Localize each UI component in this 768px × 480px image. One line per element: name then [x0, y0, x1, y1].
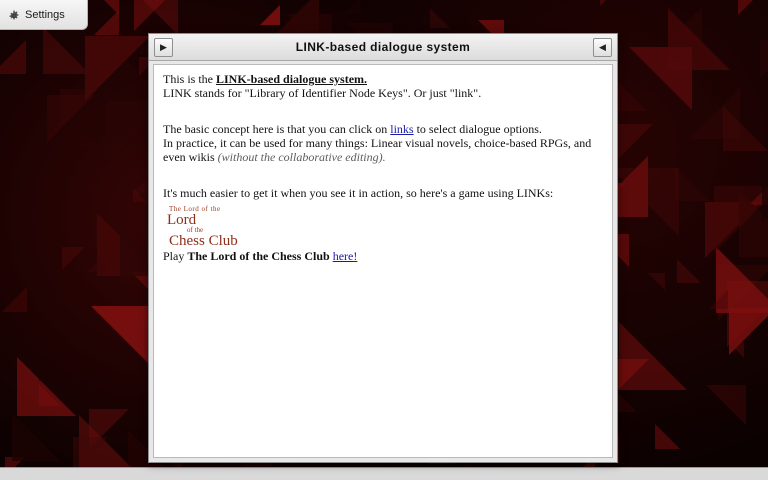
- usecases-prefix: In practice, it can be used for many things: Linear visual novels, choice-based RPGs, and even wikis: [163, 135, 592, 164]
- settings-label: Settings: [25, 8, 65, 21]
- dialogue-content: [153, 64, 613, 458]
- logo-line-4: Chess Club: [169, 232, 238, 249]
- here-link[interactable]: here!: [332, 249, 358, 264]
- next-button[interactable]: [593, 38, 612, 57]
- back-triangle-icon: ◀: [599, 42, 606, 52]
- intro-prefix: This is the: [163, 72, 216, 86]
- game-title: The Lord of the Chess Club: [187, 249, 330, 264]
- gear-icon: [8, 9, 20, 21]
- play-paragraph: [163, 250, 603, 264]
- dialogue-window: [148, 33, 618, 463]
- play-triangle-icon: ▶: [160, 42, 167, 52]
- usecases-note: (without the collaborative editing).: [217, 149, 386, 164]
- usecases-paragraph: [163, 137, 603, 165]
- demo-intro-paragraph: It's much easier to get it when you see it in action, so here's a game using LINKs:: [163, 185, 554, 200]
- logo-line-2: Lord: [167, 212, 197, 229]
- window-titlebar: [149, 34, 617, 61]
- bottom-border: [0, 467, 768, 480]
- links-link[interactable]: links: [390, 121, 414, 136]
- intro-paragraph: [163, 73, 603, 87]
- logo-line-3: of the: [187, 226, 204, 235]
- link-system-name: LINK-based dialogue system.: [216, 72, 368, 86]
- concept-suffix: to select dialogue options.: [413, 121, 542, 136]
- play-prefix: Play: [163, 249, 188, 264]
- logo-line-1: The Lord of the: [169, 205, 221, 214]
- acronym-paragraph: LINK stands for "Library of Identifier Node Keys". Or just "link".: [163, 85, 482, 100]
- page-title: LINK-based dialogue system: [295, 40, 471, 54]
- settings-button[interactable]: [0, 0, 88, 30]
- prev-button[interactable]: [154, 38, 173, 57]
- game-logo: [165, 206, 325, 248]
- concept-paragraph: [163, 123, 603, 137]
- concept-prefix: The basic concept here is that you can click on: [163, 121, 391, 136]
